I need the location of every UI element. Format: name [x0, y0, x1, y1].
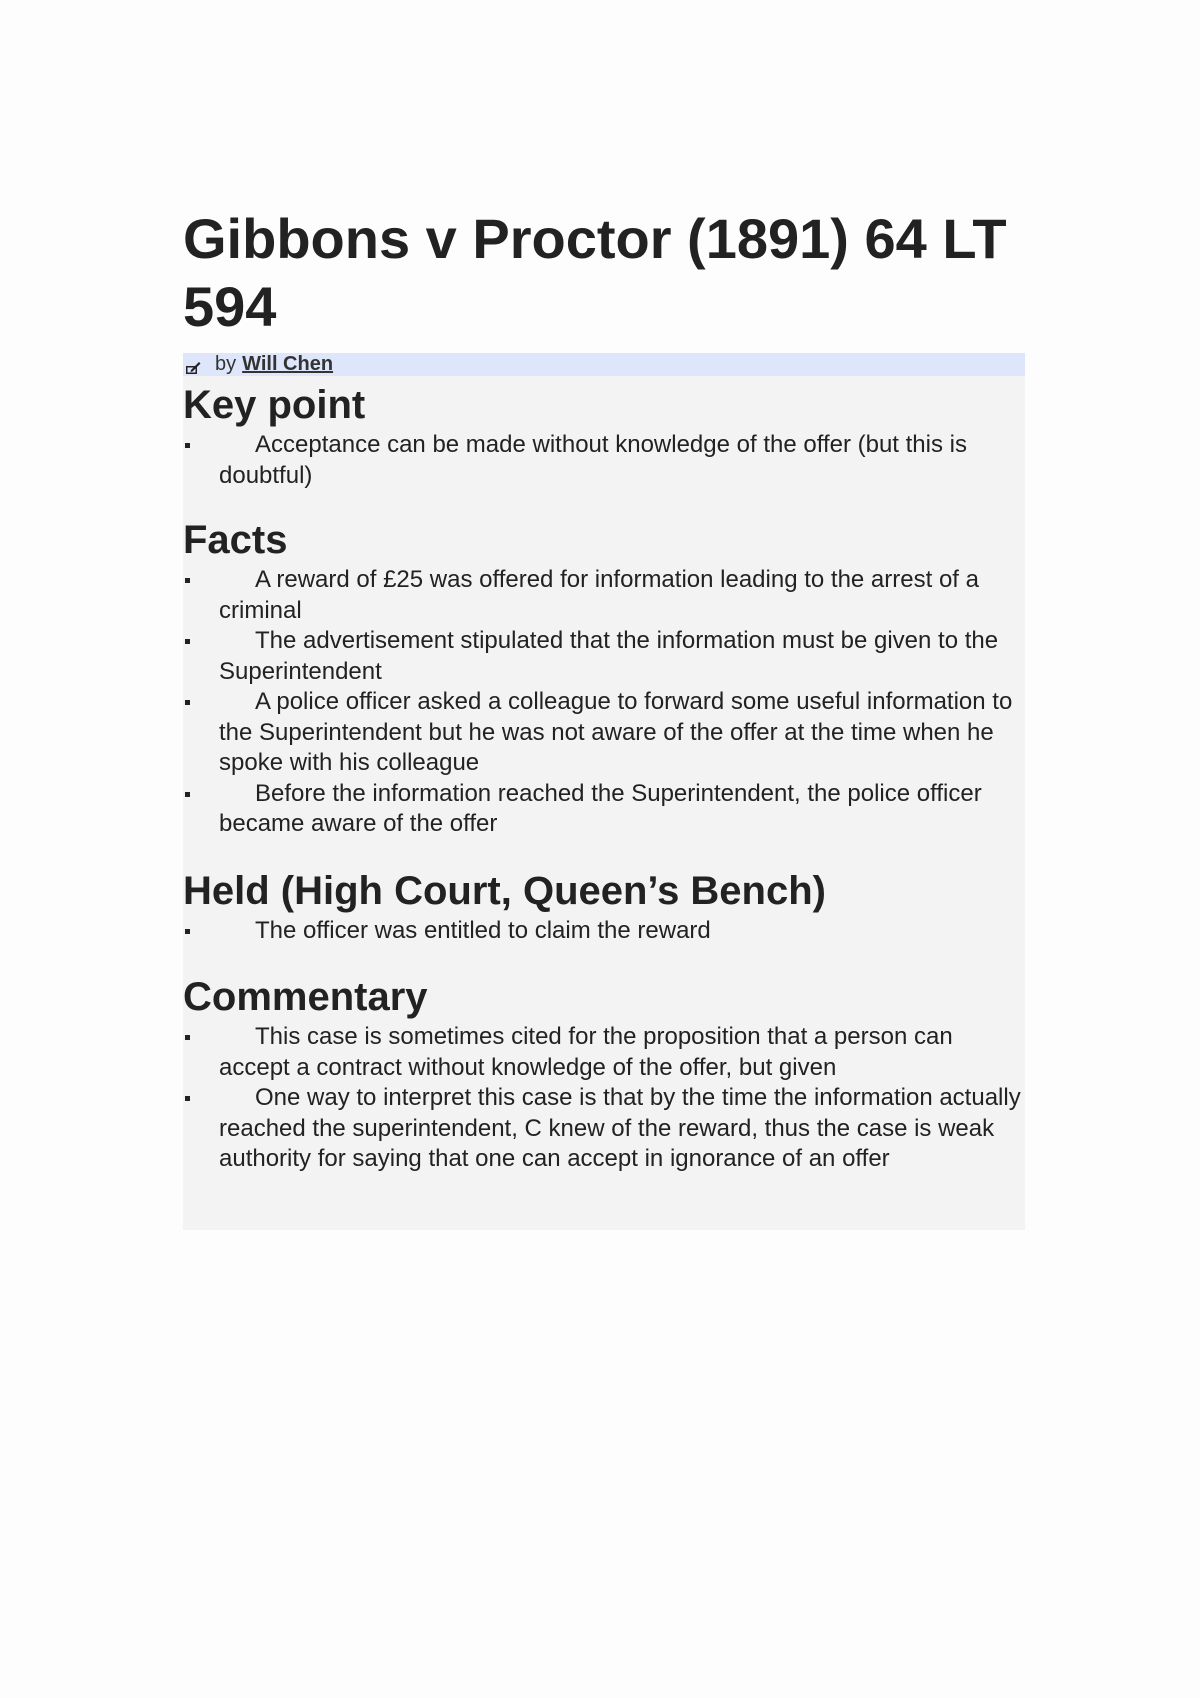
list-item-text: This case is sometimes cited for the proposition that a person can accept a contract without knowledge of the offer, but given — [219, 1023, 953, 1081]
page-title: Gibbons v Proctor (1891) 64 LT 594 — [183, 207, 1007, 338]
list-item-text: The advertisement stipulated that the information must be given to the Superintendent — [219, 627, 999, 685]
article-content — [183, 353, 1025, 1230]
list-item — [183, 1022, 1025, 1083]
facts-heading: Facts — [183, 518, 288, 562]
list-item — [183, 626, 1025, 687]
list-item-text: The officer was entitled to claim the reward — [255, 916, 711, 944]
list-item-text: A police officer asked a colleague to forward some useful information to the Superintendent but he was not aware of the offer at the time when he spoke with his colleague — [219, 688, 1013, 776]
byline-prefix: by — [215, 353, 237, 375]
list-item — [183, 430, 1025, 491]
list-item — [183, 779, 1025, 840]
list-item — [183, 916, 1025, 947]
byline — [183, 353, 1025, 376]
pencil-note-icon — [185, 358, 201, 372]
facts-list — [183, 565, 1025, 840]
held-list — [183, 916, 1025, 947]
commentary-heading: Commentary — [183, 975, 428, 1019]
commentary-list — [183, 1022, 1025, 1175]
list-item-text: One way to interpret this case is that by the time the information actually reached the superintendent, C knew of the reward, thus the case is weak authority for saying that one can accept in ignorance of an offer — [219, 1084, 1021, 1172]
list-item-text: Acceptance can be made without knowledge of the offer (but this is doubtful) — [219, 431, 967, 489]
list-item — [183, 565, 1025, 626]
held-heading: Held (High Court, Queen’s Bench) — [183, 868, 826, 913]
key-point-list — [183, 430, 1025, 491]
list-item-text: A reward of £25 was offered for information leading to the arrest of a criminal — [219, 566, 979, 624]
key-point-heading: Key point — [183, 383, 366, 427]
list-item — [183, 1083, 1025, 1175]
author-link[interactable]: Will Chen — [242, 353, 334, 375]
list-item-text: Before the information reached the Superintendent, the police officer became aware of the offer — [219, 779, 982, 837]
list-item — [183, 687, 1025, 779]
